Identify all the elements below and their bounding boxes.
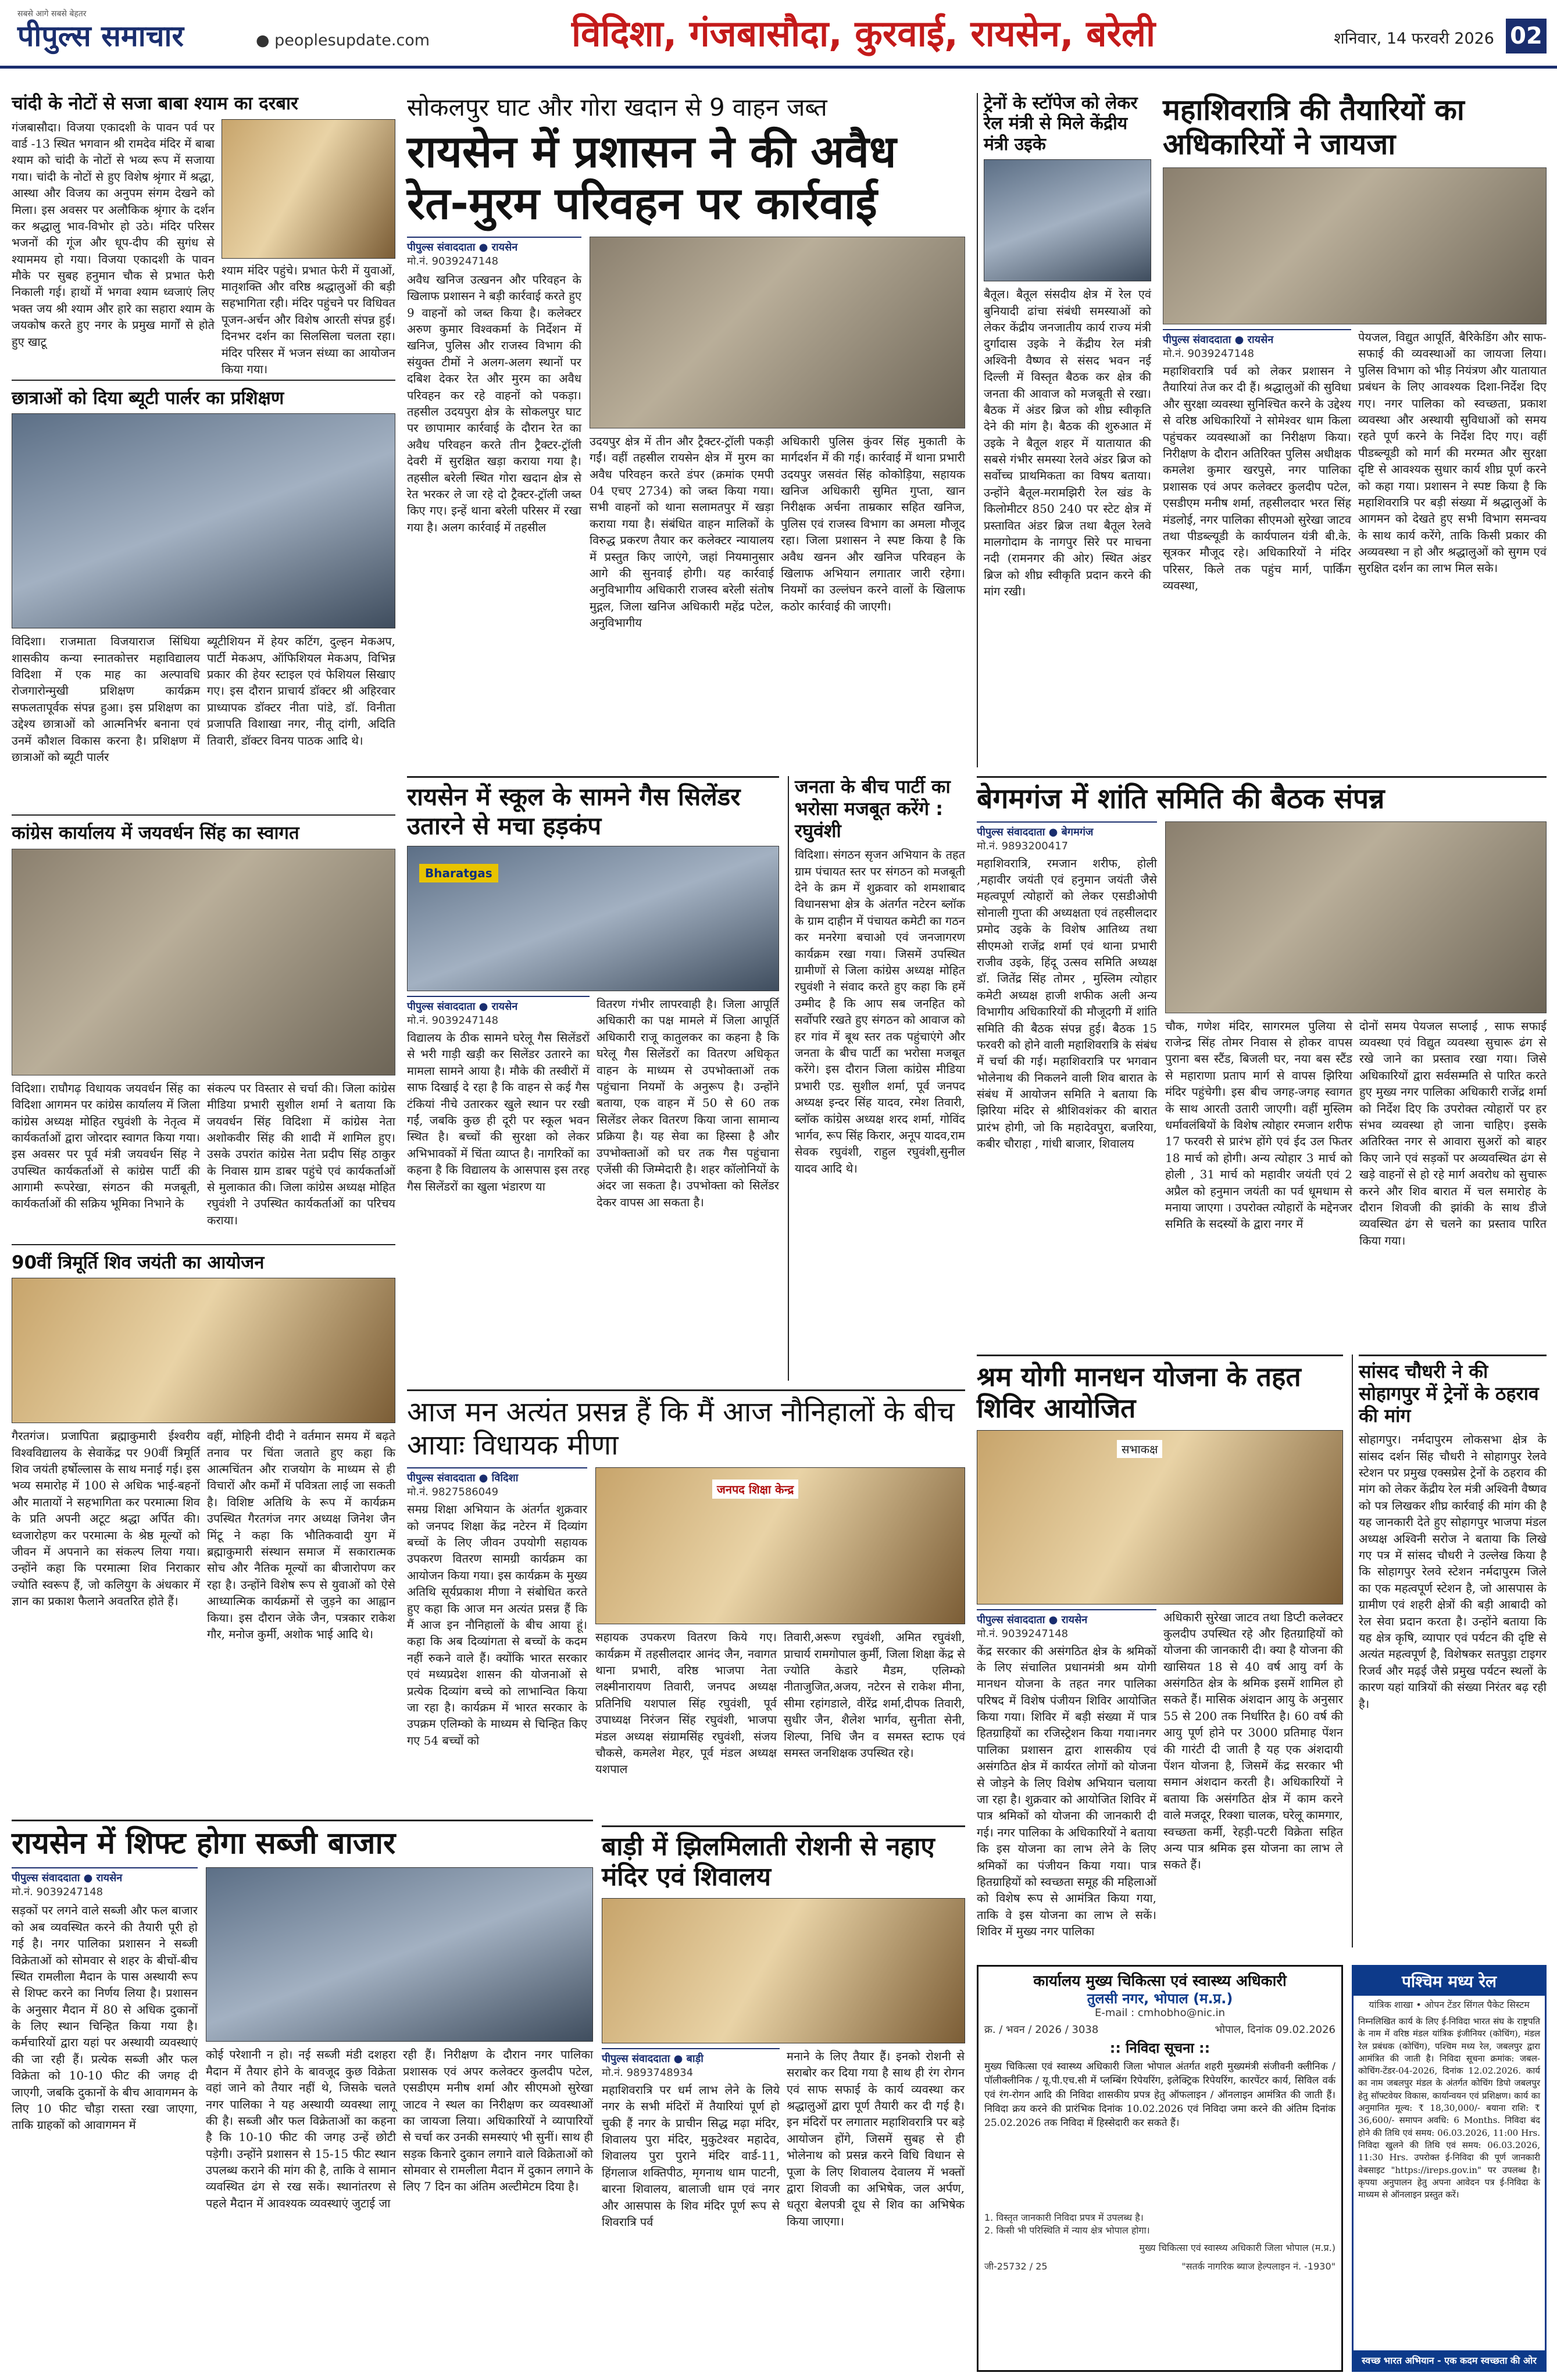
begamganj-meeting-photo (1165, 821, 1547, 1013)
rail-ad-subtitle: यांत्रिक शाखा • ओपन टेंडर सिंगल पैकेट सिस्टम (1369, 1999, 1530, 2010)
rail-ad-footer: स्वच्छ भारत अभियान - एक कदम स्वच्छता की ओर (1354, 2350, 1545, 2370)
shram-mobile: मो.नं. 9039247148 (977, 1627, 1069, 1640)
train-headline: ट्रेनों के स्टॉपेज को लेकर रेल मंत्री से मिले केंद्रीय मंत्री उइके (984, 93, 1138, 155)
sabzi-market-photo (206, 1867, 593, 2042)
vidhayak-body: समग्र शिक्षा अभियान के अंतर्गत शुक्रवार को जनपद शिक्षा केंद्र नटेरन में दिव्यांग बच्चों के लिए जीवन उपयोगी सहायक उपकरण वितरण सामग्री कार्यक्रम का आयोजन किया गया। इस कार्यक्रम के मुख्य अतिथि सूर्यप्रकाश मीणा ने संबोधित करते हुए कहा कि आज मन अत्यंत प्रसन्न हैं कि मैं आज इन नौनिहालों के बीच आया हूं। कहा कि अब दिव्यांगता से बच्चों के कदम नहीं रुकने वाले हैं। क्योंकि भारत सरकार एवं मध्यप्रदेश शासन की योजनाओं से प्रत्येक दिव्यांग बच्चे को लाभान्वित किया जा रहा है। कार्यक्रम में भारत सरकार के उपक्रम एलिम्को के माध्यम से चिन्हित किए गए 54 बच्चों को (407, 1502, 587, 1748)
baba-body-cont: श्याम मंदिर पहुंचे। प्रभात फेरी में युवाओं, मातृशक्ति और वरिष्ठ श्रद्धालुओं की बड़ी सहभागिता रही। मंदिर पहुंचने पर विधिवत पूजन-अर्चन और विशेष आरती संपन्न हुई। दिनभर दर्शन का सिलसिला चलता रहा। मंदिर परिसर में भजन संध्या का आयोजन किया गया। (221, 263, 395, 376)
rail-ad-body: निम्नलिखित कार्य के लिए ई-निविदा भारत संघ के राष्ट्रपति के नाम में वरिष्ठ मंडल यांत्रिक इंजीनियर (कोचिंग), मंडल रेल प्रबंधक (कोचिंग), पश्चिम मध्य रेल, जबलपुर द्वारा आमंत्रित की जाती है। निविदा सूचना क्रमांक: जबल-कोचिंग-टेंडर-04-2026, दिनांक 12.02.2026. कार्य का नाम जबलपुर मंडल के अंतर्गत कोचिंग डिपो जबलपुर हेतु सॉफ्टवेयर विकास, कार्यान्वयन एवं प्रशिक्षण। कार्य का अनुमानित मूल्य: ₹ 18,30,000/- बयाना राशि: ₹ 36,600/- समापन अवधि: 6 Months. निविदा बंद होने की तिथि एवं समय: 06.03.2026, 11:00 Hrs. निविदा खुलने की तिथि एवं समय: 06.03.2026, 11:30 Hrs. उपरोक्त ई-निविदा की पूर्ण जानकारी वेबसाइट "https://ireps.gov.in" पर उपलब्ध है। कृपया अनुपालन हेतु अपना आवेदन पत्र ई-निविदा के माध्यम से ऑनलाइन प्रस्तुत करें। (1358, 2016, 1540, 2200)
vidhayak-story (407, 1389, 965, 1820)
sabzi-byline: पीपुल्स संवाददाता ● रायसेन (12, 1867, 198, 1885)
shiv-body-cont: वहीं, मोहिनी दीदी ने वर्तमान समय में बढ़ते तनाव पर चिंता जताते हुए कहा कि आत्मचिंतन और राजयोग के माध्यम से ही विचारों और कर्मों में पवित्रता लाई जा सकती है। विशिष्ट अतिथि के रूप में कार्यक्रम उपस्थित गैरतगंज नगर अध्यक्ष जिनेश जैन मिंटू ने कहा कि भौतिकवादी युग में ब्रह्माकुमारी संस्थान समाज में सकारात्मक सोच और नैतिक मूल्यों का बीजारोपण कर रहा है। उन्होंने विशेष रूप से युवाओं को ऐसे आध्यात्मिक कार्यक्रमों से जुड़ने का आह्वान किया। इस दौरान जेके जैन, पत्रकार राकेश गौर, मनोज कुर्मी, अशोक भाई आदि थे। (207, 1429, 395, 1641)
rail-ad-title: पश्चिम मध्य रेल (1354, 1967, 1545, 1996)
beauty-body: विदिशा। राजमाता विजयाराज सिंधिया शासकीय कन्या स्नातकोत्तर महाविद्यालय विदिशा में एक माह का अल्पावधि रोजगारोन्मुखी प्रशिक्षण कार्यक्रम सफलतापूर्वक संपन्न हुआ। इस प्रशिक्षण का उद्देश्य छात्राओं को आत्मनिर्भर बनाना एवं उनमें कौशल विकास करना है। प्रशिक्षण में छात्राओं को ब्यूटी पार्लर (12, 634, 200, 764)
cmho-date: भोपाल, दिनांक 09.02.2026 (1215, 2023, 1335, 2036)
janta-body: विदिशा। संगठन सृजन अभियान के तहत ग्राम पंचायत स्तर पर संगठन को मजबूती देने के क्रम में शुक्रवार को शमशाबाद विधानसभा क्षेत्र के अंतर्गत नटेरन ब्लॉक के ग्राम दाहीन में पंचायत कमेटी का गठन कर मनरेगा बचाओ एवं जनजागरण कार्यक्रम रखा गया। जिसमें उपस्थित ग्रामीणों से जिला कांग्रेस अध्यक्ष मोहित रघुवंशी ने संवाद करते हुए कहा कि हमें उम्मीद है कि आप सब जनहित को सर्वोपरि रखते हुए संगठन को आवाज को हर गांव में बूथ स्तर तक पहुंचाएंगे और जनता के बीच पार्टी का भरोसा मजबूत करेंगे। इस दौरान जिला कांग्रेस मीडिया प्रभारी एड. सुशील शर्मा, पूर्व जनपद अध्यक्ष इन्दर सिंह यादव, रमेश तिवारी, ब्लॉक कांग्रेस अध्यक्ष शरद शर्मा, गोविंद भार्गव, रूप सिंह किरार, अनूप यादव,राम सेवक रघुवंशी, राहुल रघुवंशी,सुनील यादव आदि थे। (795, 848, 965, 1175)
gas-headline: रायसेन में स्कूल के सामने गैस सिलेंडर उतारने से मचा हड़कंप (407, 782, 741, 840)
sokalpur-mobile: मो.नं. 9039247148 (407, 255, 499, 267)
shram-story (977, 1355, 1343, 1947)
cmho-address: तुलसी नगर, भोपाल (म.प्र.) (1087, 1990, 1233, 2007)
shram-body: केंद्र सरकार की असंगठित क्षेत्र के श्रमिकों के लिए संचालित प्रधानमंत्री श्रम योगी मानधन योजना के तहत नगर पालिका परिषद में विशेष पंजीयन शिविर आयोजित किया गया। शिविर में बड़ी संख्या में पात्र हितग्राहियों का रजिस्ट्रेशन किया गया।नगर पालिका प्रशासन द्वारा शासकीय एवं असंगठित क्षेत्र में कार्यरत लोगों को योजना से जोड़ने के लिए विशेष अभियान चलाया जा रहा है। शुक्रवार को आयोजित शिविर में पात्र श्रमिकों को योजना की जानकारी दी गई। नगर पालिका के अधिकारियों ने बताया कि इस योजना का लाभ लेने के लिए श्रमिकों का पंजीयन किया गया। पात्र हितग्राहियों को स्वच्छता समूह की महिलाओं को विशेष रूप से आमंत्रित किया गया, ताकि वे इस योजना का लाभ ले सकें। शिविर में मुख्य नगर पालिका (977, 1643, 1157, 1939)
gas-mobile: मो.नं. 9039247148 (407, 1014, 499, 1027)
train-minister-photo (984, 159, 1151, 281)
photo-sign-text: सभाकक्ष (1117, 1440, 1162, 1458)
cmho-note-1: 1. विस्तृत जानकारी निविदा प्रपत्र में उपलब्ध है। (984, 2212, 1144, 2224)
badi-headline: बाड़ी में झिलमिलाती रोशनी से नहाए मंदिर एवं शिवालय (602, 1832, 935, 1892)
congress-welcome-photo (12, 849, 395, 1075)
cmho-note-2: 2. किसी भी परिस्थिति में न्याय क्षेत्र भोपाल होगा। (984, 2225, 1150, 2236)
brand-tagline: सबसे आगे सबसे बेहतर (17, 9, 87, 19)
shram-byline: पीपुल्स संवाददाता ● रायसेन (977, 1609, 1156, 1627)
begamganj-body-end: दोनों समय पेयजल सप्लाई , साफ सफाई व्यवस्था एवं विद्युत व्यवस्था सुचारू ढंग से रखे जाने का प्रस्ताव रखा गया। जिसे अधिकारियों द्वारा सर्वसम्मति से पारित करते हुए मुख्य नगर पालिका अधिकारी राजेंद्र शर्मा को निर्देश दिए कि उपरोक्त त्योहारों पर हर संभव व्यवस्था हो जाना चाहिए। इसके अतिरिक्त नगर से आवारा सुअरों को बाहर किए जाने एवं सड़कों पर अव्यवस्थित ढंग से खड़े वाहनों से हो रहे मार्ग अवरोध को सुचारू करने और शिव बारात में चल समारोह के दौरान शिवजी की झांकी के साथ डीजे व्यवस्थित ढंग से चलने का प्रस्ताव पारित किया गया। (1359, 1019, 1547, 1248)
mahashiv-story (1163, 93, 1547, 767)
begamganj-byline: पीपुल्स संवाददाता ● बेगमगंज (977, 821, 1157, 839)
beauty-headline: छात्राओं को दिया ब्यूटी पार्लर का प्रशिक्षण (12, 387, 284, 409)
janta-story (788, 776, 965, 1381)
beauty-training-photo (12, 413, 395, 628)
congress-headline: कांग्रेस कार्यालय में जयवर्धन सिंह का स्वागत (12, 823, 299, 844)
edition-cities: विदिशा, गंजबासौदा, कुरवाई, रायसेन, बरेली (571, 12, 1156, 55)
vidhayak-body-cont: सहायक उपकरण वितरण किये गए। कार्यक्रम में तहसीलदार आनंद जैन, नवागत थाना प्रभारी, वरिष्ठ भाजपा नेता लक्ष्मीनारायण तिवारी, जनपद अध्यक्ष प्रतिनिधि यशपाल सिंह रघुवंशी, पूर्व उपाध्यक्ष निरंजन सिंह रघुवंशी, भाजपा मंडल अध्यक्ष संग्रामसिंह रघुवंशी, संजय चौकसे, कमलेश मेहर, पूर्व मंडल अध्यक्ष यशपाल (595, 1630, 777, 1777)
page-number: 02 (1506, 19, 1547, 53)
congress-body: विदिशा। राघौगढ़ विधायक जयवर्धन सिंह का विदिशा आगमन पर कांग्रेस कार्यालय में जिला कांग्रेस अध्यक्ष मोहित रघुवंशी के नेतृत्व में कार्यकर्ताओं द्वारा जोरदार स्वागत किया गया। इस अवसर पर पूर्व मंत्री जयवर्धन सिंह ने उपस्थित कार्यकर्ताओं से कांग्रेस पार्टी की आगामी रूपरेखा, संगठन की मजबूती, कार्यकर्ताओं की सक्रिय भूमिका निभाने के (12, 1081, 200, 1211)
vidhayak-mobile: मो.नं. 9827586049 (407, 1486, 499, 1499)
cmho-helpline: "सतर्क नागरिक ब्याज हेल्पलाइन नं. -1930" (1181, 2261, 1335, 2272)
sansad-body: सोहागपुर। नर्मदापुरम लोकसभा क्षेत्र के सांसद दर्शन सिंह चौधरी ने सोहागपुर रेलवे स्टेशन पर प्रमुख एक्सप्रेस ट्रेनों के ठहराव की मांग को लेकर केंद्रीय रेल मंत्री अश्विनी वैष्णव को पत्र लिखकर शीघ्र कार्रवाई की मांग की है यह जानकारी देते हुए सोहागपुर भाजपा मंडल अध्यक्ष अश्विनी सरोज ने बताया कि लिखे गए पत्र में सांसद चौधरी ने उल्लेख किया है कि सोहागपुर रेलवे स्टेशन नर्मदापुरम जिले का एक महत्वपूर्ण स्टेशन है, जो आसपास के ग्रामीण एवं शहरी क्षेत्रों की बड़ी आबादी को रेल सेवा प्रदान करता है। उन्होंने बताया कि यह क्षेत्र कृषि, व्यापार एवं पर्यटन की दृष्टि से अत्यंत महत्वपूर्ण है, विशेषकर सतपुड़ा टाइगर रिजर्व और मढ़ई जैसे प्रमुख पर्यटन स्थलों के कारण यहां यात्रियों की संख्या निरंतर बढ़ रही है। (1359, 1432, 1547, 1711)
brand-logo (17, 8, 262, 60)
shram-headline: श्रम योगी मानधन योजना के तहत शिविर आयोजित (977, 1361, 1301, 1424)
badi-body: महाशिवरात्रि पर धर्म लाभ लेने के लिये नगर के सभी मंदिरों में तैयारियां पूर्ण हो चुकी हैं नगर के प्राचीन सिद्ध मढ़ा मंदिर, शिवालय पुरा मंदिर, मुकुटेश्वर महादेव, शिवालय पुरा पुराने मंदिर वार्ड-11, हिंगलाज शक्तिपीठ, मृगनाथ धाम पाटनी, बारना शिवालय, बालाजी धाम एवं नगर और आसपास के शिव मंदिर पूर्ण रूप से शिवरात्रि पर्व (602, 2082, 780, 2229)
train-story (977, 93, 1151, 767)
cmho-code: जी-25732 / 25 (984, 2261, 1048, 2272)
mahashiv-headline: महाशिवरात्रि की तैयारियों का अधिकारियों ने जायजा (1163, 93, 1465, 161)
sabzi-story (12, 1820, 593, 2372)
shiv-jayanti-photo (12, 1278, 395, 1423)
gas-truck-photo (407, 846, 779, 991)
sokalpur-kicker: सोकलपुर घाट और गोरा खदान से 9 वाहन जब्त (407, 93, 827, 121)
sokalpur-body-end: अधिकारी पुलिस कुंवर सिंह मुकाती के मार्गदर्शन में की गई। कार्रवाई में थाना प्रभारी उदयपुर जसवंत सिंह कोकोड़िया, सहायक खनिज अधिकारी सुमित गुप्ता, खान निरीक्षक अर्चना ताम्रकार सहित खनिज, पुलिस एवं राजस्व विभाग का अमला मौजूद रहा। जिला प्रशासन ने स्पष्ट किया है कि अवैध खनन और खनिज परिवहन के खिलाफ अभियान लगातार जारी रहेगा। नियमों का उल्लंघन करने वालों के खिलाफ कठोर कार्रवाई की जाएगी। (781, 434, 965, 613)
shiv-body: गैरतगंज। प्रजापिता ब्रह्माकुमारी ईश्वरीय विश्वविद्यालय के सेवाकेंद्र पर 90वीं त्रिमूर्ति शिव जयंती हर्षोल्लास के साथ मनाई गई। इस भव्य समारोह में 100 से अधिक भाई-बहनों और मातायों ने सहभागिता कर परमात्मा शिव के प्रति अपनी अटूट श्रद्धा अर्पित की। ध्वजारोहण कर परमात्मा के श्रेष्ठ मूल्यों को जीवन में अपनाने का संकल्प लिया गया। उन्होंने कहा कि परमात्मा शिव निराकार ज्योति स्वरूप हैं, जो कलियुग के अंधकार में ज्ञान का प्रकाश फैलाने अवतरित होते हैं। (12, 1429, 200, 1609)
beauty-body-cont: ब्यूटीशियन में हेयर कटिंग, दुल्हन मेकअप, पार्टी मेकअप, ऑफिशियल मेकअप, विभिन्न प्रकार की हेयर स्टाइल एवं फेशियल सिखाए गए। इस दौरान प्राचार्य डॉक्टर श्री अहिरवार प्राध्यापक डॉक्टर नीता पांडे, डॉ. विनीता प्रजापति विशाखा नगर, नीतू दांगी, अदिति तिवारी, डॉक्टर विनय पाठक आदि थे। (207, 634, 395, 748)
shiv-headline: 90वीं त्रिमूर्ति शिव जयंती का आयोजन (12, 1252, 265, 1273)
janta-headline: जनता के बीच पार्टी का भरोसा मजबूत करेंगे : रघुवंशी (795, 776, 951, 842)
cmho-ref: क्र. / भवन / 2026 / 3038 (984, 2023, 1099, 2036)
gas-story (407, 776, 779, 1381)
cmho-title: कार्यालय मुख्य चिकित्सा एवं स्वास्थ्य अधिकारी (1033, 1972, 1287, 1990)
shram-camp-photo (977, 1430, 1343, 1604)
congress-body-cont: संकल्प पर विस्तार से चर्चा की। जिला कांग्रेस मीडिया प्रभारी सुशील शर्मा ने बताया कि जयवर्धन सिंह विदिशा में कांग्रेस नेता अशोकवीर सिंह की शादी में शामिल हुए। उसके उपरांत कांग्रेस नेता प्रदीप सिंह ठाकुर के निवास ग्राम डाबर पहुंचे एवं कार्यकर्ताओं से मुलाकात की। जिला कांग्रेस अध्यक्ष मोहित रघुवंशी ने उपस्थित कार्यकर्ताओं का परिचय कराया। (207, 1081, 395, 1227)
cmho-body: मुख्य चिकित्सा एवं स्वास्थ्य अधिकारी जिला भोपाल अंतर्गत शहरी मुख्यमंत्री संजीवनी क्लीनिक / पॉलीक्लीनिक / यू.पी.एच.सी में प्लम्बिंग रिपेयरिंग, इलेक्ट्रिक रिपेयरिंग, कारपेंटर कार्य, सिविल वर्क एवं रंग-रोगन आदि की निविदा शासकीय प्रपत्र हेतु ऑफलाइन / ऑनलाइन आमंत्रित की जाती हैं। निविदा क्रय करने की प्रारंभिक दिनांक 10.02.2026 एवं निविदा जमा करने की अंतिम दिनांक 25.02.2026 तक निविदा में हिस्सेदारी कर सकते हैं। (984, 2061, 1335, 2129)
sokalpur-seized-vehicles-photo (590, 237, 965, 428)
cmho-signature: मुख्य चिकित्सा एवं स्वास्थ्य अधिकारी जिला भोपाल (म.प्र.) (1139, 2242, 1335, 2254)
begamganj-body-cont: चौक, गणेश मंदिर, सागरमल पुलिया से राजेन्द्र सिंह तोमर निवास से होकर वापस पुराना बस स्टैंड, बिजली घर, नया बस स्टैंड से महाराणा प्रताप मार्ग से वापस झिरिया मंदिर पहुंचेगी। इस बीच जगह-जगह स्वागत के साथ आरती उतारी जाएगी। वहीं मुस्लिम धर्मावलंबियों के विशेष त्योहार रमजान शरीफ 17 फरवरी से प्रारंभ होंगे एवं ईद उल फितर 18 मार्च को होगी। अन्य त्योहार 3 मार्च को होली , 31 मार्च को महावीर जयंती एवं 2 अप्रैल को हनुमान जयंती का पर्व धूमधाम से मनाया जाएगा । उपरोक्त त्योहारों के मद्देनजर समिति के सदस्यों के द्वारा नगर में (1165, 1019, 1352, 1231)
mahashiv-body: महाशिवरात्रि पर्व को लेकर प्रशासन ने तैयारियां तेज कर दी हैं। श्रद्धालुओं की सुविधा और सुरक्षा व्यवस्था सुनिश्चित करने के उद्देश्य से वरिष्ठ अधिकारियों ने सोमेश्वर धाम किला पहुंचकर व्यवस्थाओं का निरीक्षण किया। निरीक्षण के दौरान अतिरिक्त पुलिस अधीक्षक कमलेश कुमार खरपुसे, नगर पालिका प्रशासक एवं अपर कलेक्टर कुलदीप पटेल, एसडीएम मनीष शर्मा, तहसीलदार भरत सिंह मंडलोई, नगर पालिका सीएमओ सुरेखा जाटव तथा पीडब्ल्यूडी के कार्यपालन यंत्री बी.के. सूत्रकर मौजूद रहे। अधिकारियों ने मंदिर परिसर, किले तक पहुंच मार्ग, पार्किंग व्यवस्था, (1163, 364, 1351, 593)
shram-body-cont: अधिकारी सुरेखा जाटव तथा डिप्टी कलेक्टर कुलदीप उपस्थित रहे और हितग्राहियों को योजना की जानकारी दी। क्या है योजना की खासियत 18 से 40 वर्ष आयु वर्ग के असंगठित क्षेत्र के श्रमिक इसमें शामिल हो सकते हैं। मासिक अंशदान आयु के अनुसार 55 से 200 तक निर्धारित है। 60 वर्ष की आयु पूर्ण होने पर 3000 प्रतिमाह पेंशन की गारंटी दी जाती है यह एक अंशदायी पेंशन योजना है, जिसमें केंद्र सरकार भी समान अंशदान करती है। अधिकारियों ने बताया कि असंगठित क्षेत्र में काम करने वाले मजदूर, रिक्शा चालक, घरेलू कामगार, स्वच्छता कर्मी, रेहड़ी-पटरी विक्रेता सहित अन्य पात्र श्रमिक इस योजना का लाभ ले सकते हैं। (1163, 1610, 1343, 1872)
gas-body-cont: वितरण गंभीर लापरवाही है। जिला आपूर्ति अधिकारी का पक्ष मामले में जिला आपूर्ति अधिकारी राजू कातुलकर का कहना है कि घरेलू गैस सिलेंडरों का वितरण अधिकृत वाहन के माध्यम से उपभोक्ताओं तक पहुंचाना नियमों के अनुरूप है। उन्होंने बताया, एक वाहन में 50 से 60 तक सिलेंडर लेकर वितरण किया जाना सामान्य प्रक्रिया है। यह सेवा का हिस्सा है और उपभोक्ताओं को घर तक गैस पहुंचाना एजेंसी की जिम्मेदारी है। शहर कॉलोनियों के अंदर जा सकता है। उपभोक्ता को सिलेंडर देकर वापस आ सकता है। (597, 997, 779, 1209)
sansad-story (1352, 1355, 1547, 1947)
mahashiv-body-cont: पेयजल, विद्युत आपूर्ति, बैरिकेडिंग और साफ-सफाई की व्यवस्थाओं का जायजा लिया। पुलिस विभाग को भीड़ नियंत्रण और यातायात प्रबंधन के लिए आवश्यक दिशा-निर्देश दिए गए। नगर पालिका को स्वच्छता, प्रकाश व्यवस्था और अस्थायी सुविधाओं को समय रहते पूर्ण करने के निर्देश दिए गए। वहीं पीडब्ल्यूडी को मार्ग की मरम्मत और सुरक्षा दृष्टि से आवश्यक सुधार कार्य शीघ्र पूर्ण करने को कहा गया। प्रशासन ने स्पष्ट किया है कि महाशिवरात्रि पर बड़ी संख्या में श्रद्धालुओं के आगमन को देखते हुए सभी विभाग समन्वय के साथ कार्य करेंगे, ताकि किसी प्रकार की अव्यवस्था न हो और श्रद्धालुओं को सुगम एवं सुरक्षित दर्शन का लाभ मिल सके। (1358, 330, 1547, 576)
gas-byline: पीपुल्स संवाददाता ● रायसेन (407, 996, 590, 1013)
baba-story (12, 119, 395, 376)
mahashiv-mobile: मो.नं. 9039247148 (1163, 348, 1255, 360)
begamganj-body: महाशिवरात्रि, रमजान शरीफ, होली ,महावीर जयंती एवं हनुमान जयंती जैसे महत्वपूर्ण त्योहारों को लेकर एसडीओपी सोनाली गुप्ता की अध्यक्षता एवं तहसीलदार प्रमोद उइके के विशेष आतिथ्य तथा सीएमओ राजेंद्र शर्मा एवं थाना प्रभारी राजीव उइके, हिंदू उत्सव समिति अध्यक्ष डॉ. जितेंद्र सिंह तोमर , मुस्लिम त्योहार कमेटी अध्यक्ष हाजी शफीक अली अन्य विभागीय अधिकारियों की मौजूदगी में शांति समिति की बैठक संपन्न हुई। बैठक 15 फरवरी को होने वाली महाशिवरात्रि के संबंध में चर्चा की गई। महाशिवरात्रि पर भगवान भोलेनाथ की निकलने वाली शिव बारात के संबंध में आयोजन समिति ने बताया कि झिरिया मंदिर से श्रीशिवशंकर की बारात प्रारंभ होगी, जो कि महादेवपुरा, बजरिया, कबीर चौराहा , गांधी बाजार, शिवालय (977, 856, 1157, 1151)
badi-byline: पीपुल्स संवाददाता ● बाड़ी (602, 2048, 780, 2065)
sabzi-headline: रायसेन में शिफ्ट होगा सब्जी बाजार (12, 1826, 396, 1861)
truck-brand-text: Bharatgas (419, 864, 498, 882)
sansad-headline: सांसद चौधरी ने की सोहागपुर में ट्रेनों के ठहराव की मांग (1359, 1360, 1539, 1427)
vidhayak-headline: आज मन अत्यंत प्रसन्न हैं कि मैं आज नौनिहालों के बीच आयाः विधायक मीणा (407, 1396, 955, 1461)
sokalpur-byline: पीपुल्स संवाददाता ● रायसेन (407, 237, 581, 254)
begamganj-mobile: मो.नं. 9893200417 (977, 839, 1069, 852)
sokalpur-body: अवैध खनिज उत्खनन और परिवहन के खिलाफ प्रशासन ने बड़ी कार्रवाई करते हुए 9 वाहनों को जब्त किया है। कलेक्टर अरुण कुमार विश्वकर्मा के निर्देशन में खनिज, पुलिस और राजस्व विभाग की संयुक्त टीमों ने अलग-अलग स्थानों पर दबिश देकर रेत और मुरम का अवैध परिवहन कर रहे वाहनों को पकड़ा। तहसील उदयपुरा क्षेत्र के सोकलपुर घाट पर छापामार कार्रवाई के दौरान रेत का अवैध परिवहन करते तीन ट्रैक्टर-ट्रॉली देवरी में सुरक्षित खड़ा कराया गया है। तहसील बरेली स्थित गोरा खदान क्षेत्र से रेत भरकर ले जा रहे दो ट्रैक्टर-ट्रॉली जब्त किए गए। इन्हें थाना बरेली परिसर में रखा गया है। अलग कार्रवाई में तहसील (407, 272, 581, 534)
gas-body: विद्यालय के ठीक सामने घरेलू गैस सिलेंडरों से भरी गाड़ी खड़ी कर सिलेंडर उतारने का मामला सामने आया है। मौके की तस्वीरों में साफ दिखाई दे रहा है कि वाहन से कई गैस टंकियां नीचे उतारकर खुले स्थान पर रखी गईं, जबकि कुछ ही दूरी पर स्कूल भवन स्थित है। बच्चों की सुरक्षा को लेकर अभिभावकों में चिंता व्याप्त है। नागरिकों का कहना है कि विद्यालय के आसपास इस तरह गैस सिलेंडरों का खुला भंडारण या (407, 1031, 590, 1193)
sokalpur-headline: रायसेन में प्रशासन ने की अवैध रेत-मुरम परिवहन पर कार्रवाई (407, 125, 897, 230)
sabzi-body-cont: कोई परेशानी न हो। नई सब्जी मंडी दशहरा मैदान में तैयार होने के बावजूद कुछ विक्रेता वहां जाने को तैयार नहीं थे, जिसके चलते नगर पालिका ने यह अस्थायी व्यवस्था लागू की है। सब्जी और फल विक्रेताओं का कहना है कि 10-10 फीट की जगह उन्हें छोटी पड़ेगी। उन्होंने प्रशासन से 15-15 फीट स्थान उपलब्ध कराने की मांग की है, ताकि वे सामान व्यवस्थित ढंग से रख सकें। स्थानांतरण से पहले मैदान में आवश्यक व्यवस्थाएं जुटाई जा (206, 2047, 396, 2210)
badi-body-cont: मनाने के लिए तैयार हैं। इनको रोशनी से सराबोर कर दिया गया है साथ ही रंग रोगन एवं साफ सफाई के कार्य व्यवस्था कर श्रद्धालुओं द्वारा पूर्ण तैयारी कर दी गई है। इन मंदिरों पर लगातार महाशिवरात्रि पर बड़े आयोजन होंगे, जिसमें सुबह से ही भोलेनाथ को प्रसन्न करने विधि विधान से पूजा के लिए शिवालय देवालय में भक्तों द्वारा शिवजी का अभिषेक, जल अर्पण, धतूरा बेलपत्री दूध से शिव का अभिषेक किया जाएगा। (787, 2049, 965, 2228)
sabzi-body: सड़कों पर लगने वाले सब्जी और फल बाजार को अब व्यवस्थित करने की तैयारी पूरी हो गई है। नगर पालिका प्रशासन ने सब्जी विक्रेताओं को सोमवार से शहर के बीचों-बीच स्थित रामलीला मैदान के पास अस्थायी रूप से शिफ्ट करने का निर्णय लिया है। प्रशासन के अनुसार मैदान में 80 से अधिक दुकानों के लिए स्थान चिन्हित किया गया है। कर्मचारियों द्वारा यहां पर अस्थायी व्यवस्थाएं की जा रही हैं। प्रत्येक सब्जी और फल विक्रेता को 10-10 फीट की जगह दी जाएगी, जबकि दुकानों के बीच आवागमन के लिए 10 फीट चौड़ा रास्ता रखा जाएगा, ताकि ग्राहकों को आवागमन में (12, 1903, 198, 2132)
masthead (0, 0, 1557, 69)
brand-name: पीपुल्स समाचार (17, 19, 184, 53)
cmho-email[interactable]: E-mail : cmhobho@nic.in (1094, 2006, 1226, 2019)
begamganj-story (977, 776, 1547, 1346)
vidhayak-body-end: तिवारी,अरूण रघुवंशी, अमित रघुवंशी, प्राचार्य रामगोपाल कुर्मी, जिला शिक्षा केंद्र से ज्योति केडारे मैडम, एलिम्को नीताजुजित,अजय, नटेरन से राकेश मीना, सीमा रहांगडाले, वीरेंद्र शर्मा,दीपक तिवारी, सुधीर जैन, शैलेश भार्गव, सुनीता सेनी, शिल्पा, निधि जैन व समस्त स्टाफ एवं समस्त जनशिक्षक उपस्थित रहे। (784, 1630, 965, 1760)
badi-mobile: मो.नं. 9893748934 (602, 2066, 694, 2079)
sokalpur-story (407, 93, 965, 767)
cmho-notice-title: :: निविदा सूचना :: (1109, 2039, 1210, 2056)
mahashiv-inspection-photo (1163, 167, 1547, 324)
baba-shyam-photo (222, 119, 395, 259)
badi-temple-photo (602, 1898, 965, 2043)
issue-date: शनिवार, 14 फरवरी 2026 (1334, 30, 1494, 48)
sabzi-body-end: रही हैं। निरीक्षण के दौरान नगर पालिका प्रशासक एवं अपर कलेक्टर कुलदीप पटेल, एसडीएम मनीष शर्मा और सीएमओ सुरेखा जाटव ने स्थल का निरीक्षण कर व्यवस्थाओं का जायजा लिया। अधिकारियों ने व्यापारियों से चर्चा कर उनकी समस्याएं भी सुनीं। साथ ही सड़क किनारे दुकान लगाने वाले विक्रेताओं को सोमवार से रामलीला मैदान में दुकान लगाने के लिए 7 दिन का अंतिम अल्टीमेटम दिया है। (403, 2047, 593, 2194)
vidhayak-byline: पीपुल्स संवाददाता ● विदिशा (407, 1467, 587, 1485)
baba-headline: चांदी के नोटों से सजा बाबा श्याम का दरबार (12, 93, 298, 114)
sabzi-mobile: मो.नं. 9039247148 (12, 1886, 103, 1899)
website-link[interactable]: ● peoplesupdate.com (256, 31, 430, 49)
mahashiv-byline: पीपुल्स संवाददाता ● रायसेन (1163, 329, 1351, 346)
sokalpur-body-cont: उदयपुर क्षेत्र में तीन और ट्रैक्टर-ट्रॉली पकड़ी गईं। वहीं तहसील रायसेन क्षेत्र में मुरम का अवैध परिवहन करते डंपर (क्रमांक एमपी 04 एचए 2734) को जब्त किया गया। सभी वाहनों को थाना सलामतपुर में खड़ा कराया गया है। संबंधित वाहन मालिकों के विरुद्ध प्रकरण तैयार कर कलेक्टर न्यायालय में प्रस्तुत किए जाएंगे, जहां नियमानुसार आगे की सुनवाई होगी। यह कार्रवाई अनुविभागीय अधिकारी राजस्व बरेली संतोष मुद्गल, जिला खनिज अधिकारी महेंद्र पटेल, अनुविभागीय (590, 434, 774, 630)
cmho-tender-ad (977, 1965, 1343, 2372)
baba-body: गंजबासौदा। विजया एकादशी के पावन पर्व पर वार्ड -13 स्थित भगवान श्री रामदेव मंदिर में बाबा श्याम को चांदी के नोटों से भव्य रूप में सजाया गया। चांदी के नोटों से हुए विशेष श्रृंगार में श्रद्धा, आस्था और विजय का अनुपम संगम देखने को मिला। इस अवसर पर अलौकिक श्रृंगार के दर्शन कर श्रद्धालु भाव-विभोर हो उठे। मंदिर परिसर भजनों की गूंज और धूप-दीप की सुगंध से श्याममय हो गया। विजया एकादशी के पावन मौके पर सुबह हनुमान चौक से प्रभात फेरी निकाली गई। हाथों में भगवा श्याम ध्वजाएं लिए भक्त जय श्री श्याम और हारे का सहारा श्याम के जयकोष करते हुए नगर के प्रमुख मार्गों से होते हुए खाटू (12, 120, 215, 349)
begamganj-headline: बेगमगंज में शांति समिति की बैठक संपन्न (977, 782, 1385, 815)
photo-banner-text: जनपद शिक्षा केन्द्र (712, 1480, 798, 1499)
badi-story (602, 1825, 965, 2372)
vidhayak-event-photo (595, 1467, 965, 1624)
train-body: बैतूल। बैतूल संसदीय क्षेत्र में रेल एवं बुनियादी ढांचा संबंधी समस्याओं को लेकर केंद्रीय जनजातीय कार्य राज्य मंत्री दुर्गादास उइके ने केंद्रीय रेल मंत्री अश्विनी वैष्णव से संसद भवन नई दिल्ली में विस्तृत बैठक कर क्षेत्र की जनता की आवाज को मजबूती से रखा। बैठक में अंडर ब्रिज को शीघ्र स्वीकृति देने की मांग है। बैठक की शुरुआत में उइके ने बैतूल शहर में यातायात की सबसे गंभीर समस्या रेलवे अंडर ब्रिज को सर्वोच्च प्राथमिकता का विषय बताया। उन्होंने बैतूल-मरामझिरी रेल खंड के किलोमीटर 850 240 पर स्टेट क्षेत्र में प्रस्तावित अंडर ब्रिज तथा बैतूल रेलवे मालगोदाम के नागपुर सिरे पर माचना नदी (रामनगर की ओर) स्थित अंडर ब्रिज को शीघ्र स्वीकृति प्रदान करने की मांग रखी। (984, 287, 1151, 599)
rail-tender-ad (1352, 1965, 1547, 2372)
